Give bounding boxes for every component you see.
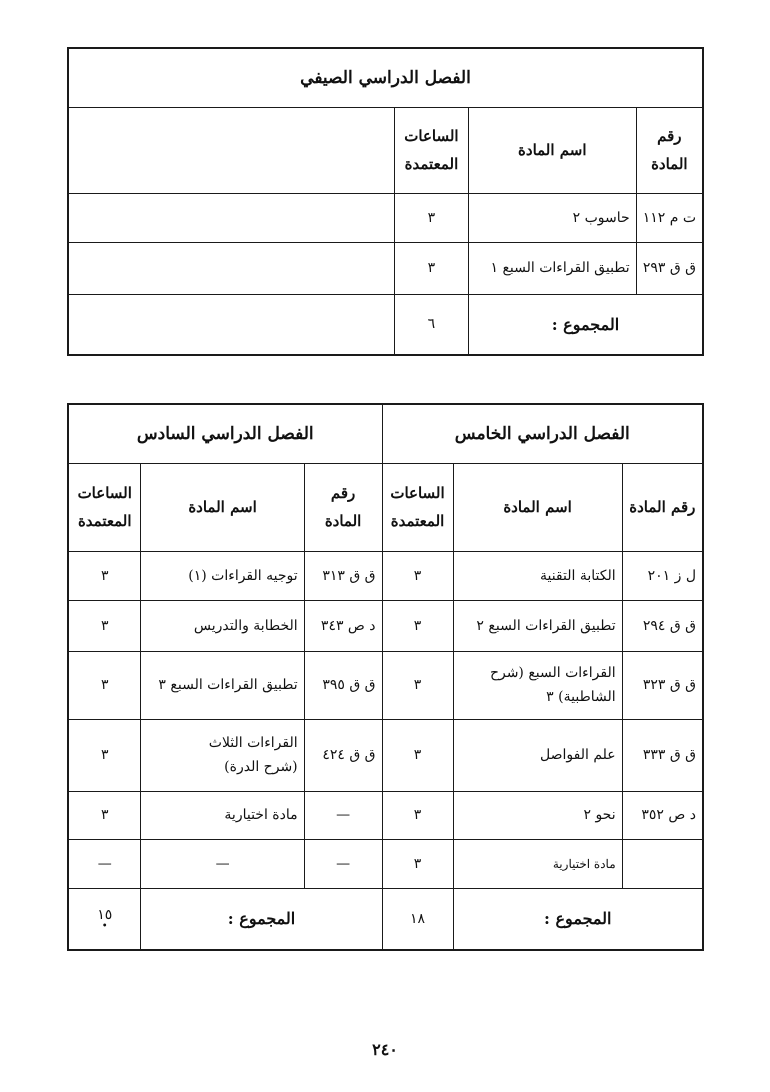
sixth-header-hours-line1: الساعات: [77, 484, 132, 502]
fifth-row-5-name: نحو ٢: [453, 791, 622, 839]
sixth-row-5-hours: ٣: [68, 791, 141, 839]
sixth-row-3-code: ق ق ٣٩٥: [304, 651, 382, 719]
fifth-row-3-code: ق ق ٣٢٣: [622, 651, 703, 719]
summer-row-2-hours: ٣: [395, 242, 469, 294]
summer-header-hours-line1: الساعات: [404, 127, 459, 145]
fifth-header-hours-line2: المعتمدة: [390, 512, 445, 530]
sixth-row-6-hours: —: [68, 839, 141, 888]
summer-total-value: ٦: [395, 294, 469, 355]
fifth-row-4-code: ق ق ٣٣٣: [622, 719, 703, 791]
summer-row-1-name: حاسوب ٢: [468, 193, 636, 242]
fifth-row-5-hours: ٣: [382, 791, 453, 839]
summer-row-1-hours: ٣: [395, 193, 469, 242]
sixth-header-code: رقم المادة: [304, 463, 382, 551]
summer-row-1-blank: [68, 193, 395, 242]
stray-dot: •: [101, 920, 108, 932]
fifth-row-2-hours: ٣: [382, 600, 453, 651]
fifth-row-3-name-line2: الشاطبية) ٣: [546, 689, 616, 705]
sixth-row-4-name-line2: (شرح الدرة): [224, 759, 298, 775]
summer-header-hours-line2: المعتمدة: [404, 155, 459, 173]
sixth-row-2-hours: ٣: [68, 600, 141, 651]
summer-row-2-blank: [68, 242, 395, 294]
summer-total-label: المجموع :: [468, 294, 703, 355]
fifth-row-4-name: علم الفواصل: [453, 719, 622, 791]
sixth-row-4-hours: ٣: [68, 719, 141, 791]
sixth-title: الفصل الدراسي السادس: [68, 404, 382, 463]
fifth-total-label: المجموع :: [453, 888, 703, 950]
fifth-header-hours: [382, 463, 453, 551]
summer-header-name: اسم المادة: [468, 107, 636, 193]
sixth-row-1-code: ق ق ٣١٣: [304, 551, 382, 600]
sixth-header-hours: [68, 463, 141, 551]
summer-semester-table: [67, 47, 704, 356]
fifth-row-2-code: ق ق ٢٩٤: [622, 600, 703, 651]
sixth-total-value: ١٥: [97, 906, 113, 923]
fifth-row-3-name-line1: القراءات السبع (شرح: [489, 665, 616, 681]
sixth-row-3-name: تطبيق القراءات السبع ٣: [141, 651, 304, 719]
sixth-row-4-name-line1: القراءات الثلاث: [208, 735, 298, 751]
fifth-header-hours-line1: الساعات: [390, 484, 445, 502]
summer-row-2-code: ق ق ٢٩٣: [636, 242, 703, 294]
fifth-row-3-hours: ٣: [382, 651, 453, 719]
sixth-row-5-code: —: [304, 791, 382, 839]
sixth-row-1-name: توجيه القراءات (١): [141, 551, 304, 600]
sixth-total-cell: [68, 888, 141, 950]
summer-header-hours: [395, 107, 469, 193]
fifth-row-5-code: د ص ٣٥٢: [622, 791, 703, 839]
summer-header-blank: [68, 107, 395, 193]
sixth-row-4-name: [141, 719, 304, 791]
sixth-row-2-name: الخطابة والتدريس: [141, 600, 304, 651]
fifth-row-4-hours: ٣: [382, 719, 453, 791]
fifth-row-1-name: الكتابة التقنية: [453, 551, 622, 600]
fifth-row-6-name: مادة اختيارية: [453, 839, 622, 888]
sixth-row-6-code: —: [304, 839, 382, 888]
summer-row-1-code: ت م ١١٢: [636, 193, 703, 242]
fifth-row-2-name: تطبيق القراءات السبع ٢: [453, 600, 622, 651]
sixth-row-6-name: —: [141, 839, 304, 888]
fifth-row-6-code: [622, 839, 703, 888]
fifth-title: الفصل الدراسي الخامس: [382, 404, 703, 463]
sixth-header-name: اسم المادة: [141, 463, 304, 551]
sixth-row-4-code: ق ق ٤٢٤: [304, 719, 382, 791]
fifth-row-3-name: [453, 651, 622, 719]
sixth-row-5-name: مادة اختيارية: [141, 791, 304, 839]
summer-total-blank: [68, 294, 395, 355]
sixth-row-1-hours: ٣: [68, 551, 141, 600]
summer-title: الفصل الدراسي الصيفي: [68, 48, 703, 107]
sixth-header-hours-line2: المعتمدة: [77, 512, 132, 530]
sixth-row-3-hours: ٣: [68, 651, 141, 719]
fifth-header-code: رقم المادة: [622, 463, 703, 551]
sixth-row-2-code: د ص ٣٤٣: [304, 600, 382, 651]
fifth-row-1-code: ل ز ٢٠١: [622, 551, 703, 600]
page-number: ٢٤٠: [372, 1040, 398, 1059]
fifth-header-name: اسم المادة: [453, 463, 622, 551]
summer-row-2-name: تطبيق القراءات السبع ١: [468, 242, 636, 294]
fifth-total-value: ١٨: [382, 888, 453, 950]
fifth-sixth-semester-table: [67, 403, 704, 951]
summer-header-code: رقم المادة: [636, 107, 703, 193]
sixth-total-label: المجموع :: [141, 888, 382, 950]
fifth-row-6-hours: ٣: [382, 839, 453, 888]
fifth-row-1-hours: ٣: [382, 551, 453, 600]
